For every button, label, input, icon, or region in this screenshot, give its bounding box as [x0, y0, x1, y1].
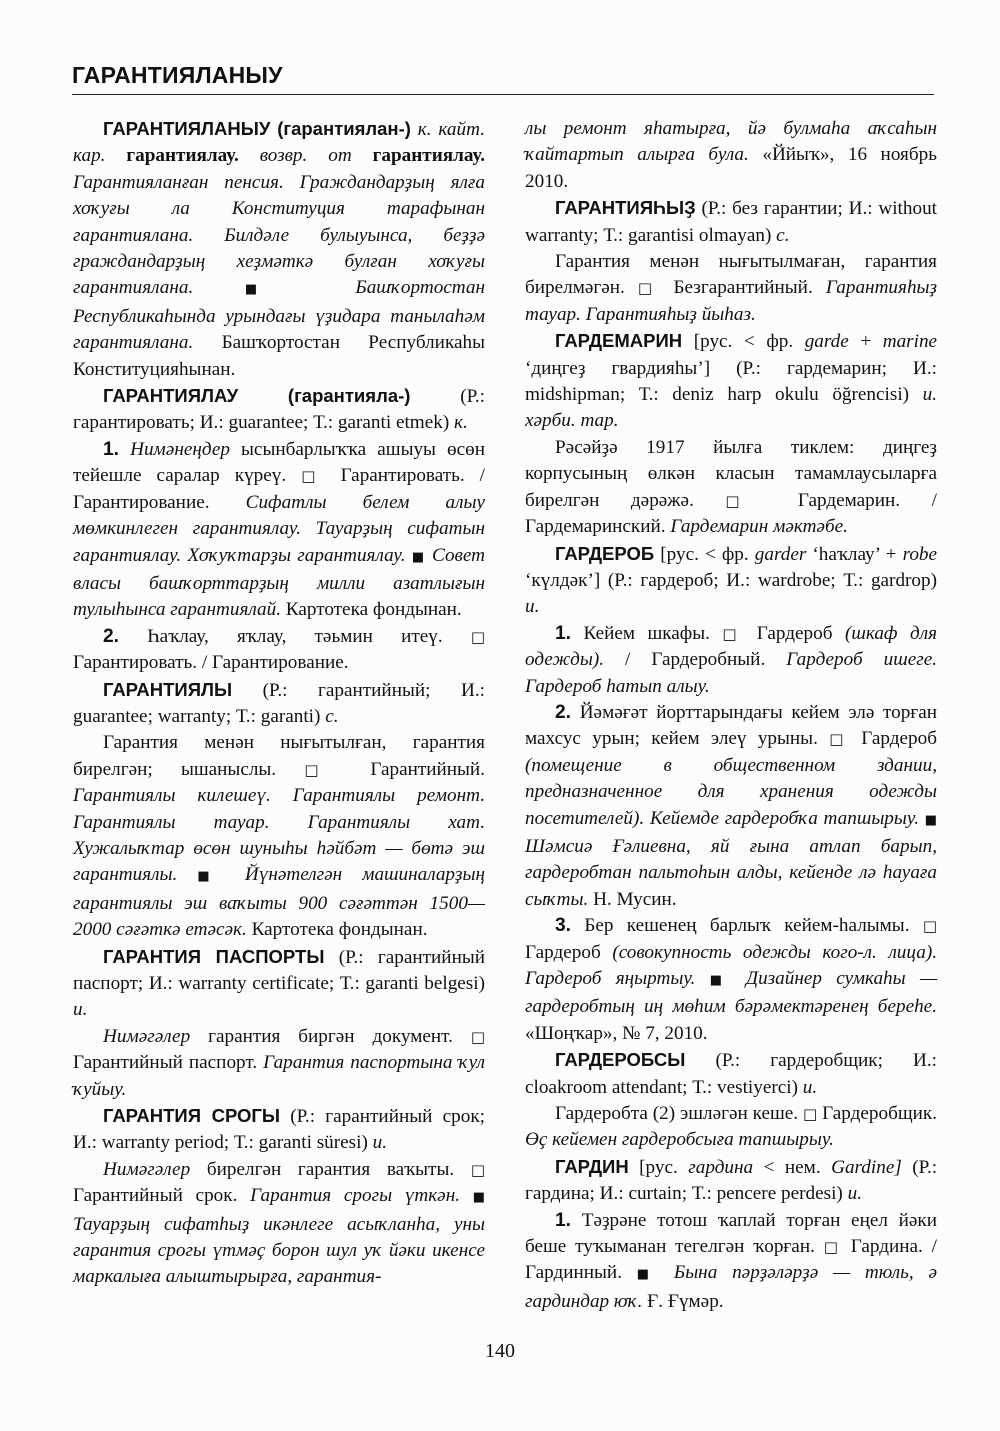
russian-translation: Гарантировать. / Гарантирование. — [73, 465, 485, 513]
right-column — [525, 116, 937, 1315]
equivalents: (Р.: гардемарин; И.: midshipman; Т.: deniz harp okulu öğrencisi) — [525, 357, 938, 406]
less-than-sign: < — [743, 331, 755, 353]
plus-sign: + — [860, 331, 872, 353]
etymology: фр. — [766, 331, 794, 353]
headword: ГАРДИН — [555, 1155, 629, 1177]
definition: Кейем шкафы. — [583, 622, 710, 644]
grammar-label: к. кайт. кар. — [73, 119, 485, 167]
sense-3 — [525, 913, 937, 1047]
black-square-icon: ■ — [244, 282, 304, 298]
source: «Ййыҡ», 16 ноябрь 2010. — [525, 144, 937, 192]
entry-garantiyalau — [73, 383, 485, 437]
examples: Гарантия паспортына ҡул ҡуйыу. — [73, 1052, 485, 1100]
white-square-icon: □ — [722, 624, 745, 643]
pos-label: и. — [525, 596, 540, 618]
russian-note: (совокупность одежды кого-л. лица). — [612, 941, 938, 963]
russian-translation: Гардеробщик. — [822, 1103, 937, 1125]
literary-example: лы ремонт яһатырға, йә булмаһа аҡсаһын ҡайтартып алырға була. — [525, 118, 937, 166]
definition: Тәҙрәне тотош ҡаплай торған еңел йәки беше туҡыманан тегелгән ҡорған. — [525, 1209, 937, 1258]
object-word: Нимәнеңдер — [130, 438, 230, 460]
sense-1 — [525, 621, 937, 700]
white-square-icon: □ — [802, 1105, 818, 1124]
running-header: ГАРАНТИЯЛАНЫУ — [72, 62, 283, 88]
examples: Кейемде гардеробҡа тапшырыу. — [649, 807, 920, 829]
etymon-gloss: ‘күлдәк’] — [525, 569, 601, 591]
source: Н. Мусин. — [593, 888, 677, 910]
examples: Сифатлы белем алыу мөмкинлеген гарантиялау. Тауарҙың сифатын гарантиялау. Хоҡуҡтарҙы гарантиялау. — [73, 491, 485, 566]
pos-label: и. — [802, 1076, 818, 1098]
etymon-gloss: ‘һаҡлау’ — [812, 543, 880, 565]
white-square-icon: □ — [470, 1027, 486, 1046]
etymon: garder — [754, 543, 807, 565]
cross-ref: гарантиялау. — [372, 145, 485, 167]
source: Картотека фондынан. — [285, 599, 462, 621]
definition: Һаҡлау, яҡлау, тәьмин итеү. — [147, 625, 443, 647]
headword: ГАРАНТИЯЛАНЫУ — [103, 118, 271, 139]
sense — [73, 1157, 485, 1291]
sense-number: 2. — [555, 701, 572, 723]
pos-label: и. хәрби. тар. — [525, 384, 938, 432]
headword: ГАРДЕРОБ — [555, 542, 655, 564]
sense — [525, 1101, 937, 1154]
sense-number: 1. — [555, 1209, 572, 1231]
literary-example: Тауарҙың сифатһыҙ икәнлеге асыҡланһа, уны гарантия срогы үтмәҫ борон шул уҡ йәки икенсе маркалыға алыштырырға, гарантия- — [73, 1213, 485, 1288]
russian-note: (шкаф для одежды). — [525, 622, 938, 671]
entry-garderobsy — [525, 1047, 937, 1101]
headword: ГАРАНТИЯ ПАСПОРТЫ — [103, 945, 325, 967]
definition: Гарантия менән нығытылмаған, гарантия бирелмәгән. — [525, 251, 937, 299]
russian-translation: Гарантировать. / Гарантирование. — [73, 652, 349, 674]
definition: бирелгән гарантия ваҡыты. — [206, 1158, 455, 1180]
sense — [525, 435, 937, 541]
entry-garantiyaly — [73, 677, 485, 731]
black-square-icon: ■ — [709, 973, 732, 988]
entry-gardin — [525, 1154, 937, 1208]
russian-translation: Гарантийный. — [370, 758, 485, 780]
etymon: robe — [902, 543, 938, 565]
white-square-icon: □ — [725, 491, 767, 510]
white-square-icon: □ — [470, 1160, 486, 1179]
object-word: Нимәгәлер — [103, 1025, 191, 1047]
left-column — [73, 116, 485, 1291]
headword: ГАРДЕРОБСЫ — [555, 1049, 686, 1071]
russian-translation: Безгарантийный. — [673, 277, 813, 299]
sense-1 — [525, 1208, 937, 1316]
sense-number: 1. — [555, 622, 572, 644]
plus-sign: + — [885, 543, 897, 565]
entry-garantiyahyz — [525, 195, 937, 249]
russian-translation: Гардероб — [525, 941, 601, 963]
examples: Гарантияһыҙ тауар. Гарантияһыҙ йыһаз. — [525, 277, 938, 325]
equivalents: (Р.: гардина; И.: curtain; Т.: pencere perdesi) — [525, 1156, 938, 1205]
literary-example: Дизайнер сумкаһы — гардеробтың иң мөһим бәрәмектәренең береһе. — [525, 968, 938, 1018]
headword: ГАРДЕМАРИН — [555, 330, 683, 352]
black-square-icon: ■ — [924, 812, 937, 828]
source: Ғ. Ғүмәр. — [647, 1290, 724, 1312]
grammar-label: возвр. от — [259, 145, 352, 167]
definition: Гардеробта (2) эшләгән кеше. — [555, 1103, 799, 1125]
etymology: [рус. — [639, 1156, 678, 1178]
russian-translation: Гардероб — [756, 622, 833, 644]
definition: ысынбарлыҡҡа ашыуы өсөн тейешле саралар күреү. — [73, 438, 486, 487]
entry-garantiya-srogy — [73, 1103, 485, 1157]
etymology: нем. — [784, 1156, 821, 1178]
sense-2 — [525, 700, 937, 913]
pos-label: с. — [776, 224, 790, 246]
examples: Гарантияланған пенсия. Граждандарҙың ялға хоҡуғы ла Конституция тарафынан гарантиялана. Билдәле булыуынса, беҙҙә граждандарҙың хеҙмәткә булған хоҡуғы гарантиялана. — [73, 171, 485, 299]
headword: ГАРАНТИЯЛАУ — [103, 385, 239, 407]
headword-form: (гарантиялан-) — [277, 118, 411, 139]
white-square-icon: □ — [637, 279, 661, 298]
black-square-icon: ■ — [197, 869, 225, 885]
black-square-icon: ■ — [472, 1190, 486, 1206]
header-rule — [72, 94, 934, 95]
russian-translation: Гардероб — [861, 728, 937, 750]
equivalents: (Р.: без гарантии; И.: without warranty; Т.: garantisi olmayan) — [525, 198, 938, 246]
literary-example: Совет власы башҡорттарҙың милли азатлығын тулыһынса гарантиялай. — [73, 544, 486, 621]
etymon: Gardine] — [831, 1156, 902, 1178]
examples: Гарантиялы килешеү. Гарантиялы ремонт. Гарантиялы тауар. Гарантиялы хат. Хужалыҡтар өсөн шуныһы һәйбәт — бөтә эш гарантиялы. — [73, 785, 485, 886]
russian-translation: Гардина. / Гардинный. — [525, 1236, 937, 1284]
entry-gardemarin — [525, 328, 937, 435]
source: Картотека фондынан. — [251, 919, 428, 941]
white-square-icon: □ — [829, 730, 850, 749]
sense — [73, 730, 485, 943]
russian-translation: Гарантийный срок. — [73, 1185, 238, 1207]
definition: Бер кешенең барлыҡ кейем-һалымы. — [584, 915, 910, 937]
definition: Йәмәғәт йорттарындағы кейем элә торған махсус урын; кейем элеү урыны. — [525, 701, 938, 750]
headword: ГАРАНТИЯЛЫ — [103, 678, 233, 700]
headword: ГАРАНТИЯҺЫҘ — [555, 197, 696, 219]
equivalents: (Р.: гардероб; И.: wardrobe; Т.: gardrop) — [607, 569, 938, 591]
black-square-icon: ■ — [636, 1267, 660, 1283]
sense-number: 3. — [555, 915, 572, 937]
entry-garantiya-pasporty — [73, 944, 485, 1024]
literary-example: Башҡортостан Республикаһында урындағы үҙидара танылаһәм гарантиялана. — [73, 277, 486, 354]
literary-example: Шәмсиә Ғәлиевна, яй ғына атлап барып, гардеробтан пальтоһын алды, кейенде лә һауаға сыҡты. — [525, 835, 937, 910]
examples: Өҫ кейемен гардеробсыға тапшырыу. — [525, 1129, 834, 1151]
page-number: 140 — [485, 1340, 515, 1362]
pos-label: и. — [847, 1183, 862, 1205]
equivalents: (Р.: гардеробщик; И.: cloakroom attendant; Т.: vestiyerci) — [525, 1050, 937, 1098]
equivalents: (Р.: гарантировать; И.: guarantee; Т.: garanti etmek) — [73, 386, 485, 434]
equivalents: (Р.: гарантийный паспорт; И.: warranty certificate; Т.: garanti belgesi) — [73, 946, 485, 994]
less-than-sign: < — [763, 1156, 775, 1178]
white-square-icon: □ — [922, 917, 938, 936]
cross-ref: гарантиялау. — [126, 145, 239, 167]
source: «Шоңҡар», № 7, 2010. — [525, 1022, 708, 1044]
etymon-gloss: ‘диңгеҙ гвардияһы’] — [525, 357, 711, 379]
equivalents: (Р.: гарантийный срок; И.: warranty period; Т.: garanti süresi) — [73, 1106, 485, 1154]
sense-number: 1. — [103, 438, 120, 460]
literary-example: Йүнәтелгән машиналарҙың гарантиялы эш ваҡыты 900 сәғәттән 1500—2000 сәғәткә етәсәк. — [73, 864, 486, 941]
etymology: [рус. — [660, 543, 699, 565]
examples: Гардероб ишеге. Гардероб һатып алыу. — [525, 649, 938, 697]
white-square-icon: □ — [470, 627, 486, 646]
pos-label: и. — [372, 1132, 388, 1154]
literary-example: Бына пәрҙәләрҙә — тюль, ә гардиндар юҡ. — [525, 1262, 938, 1312]
object-word: Нимәгәлер — [103, 1158, 191, 1180]
less-than-sign: < — [704, 543, 716, 565]
pos-label: и. — [73, 999, 88, 1021]
entry-garderob — [525, 541, 937, 621]
pos-label: с. — [325, 705, 339, 727]
examples: Гардероб яңыртыу. — [525, 968, 696, 989]
definition: Гарантия менән нығытылған, гарантия бирелгән; ышаныслы. — [73, 732, 485, 780]
etymon: гардина — [688, 1156, 754, 1178]
etymology: фр. — [721, 543, 749, 565]
sense-1 — [73, 437, 485, 624]
russian-translation: Гардемарин. / Гардемаринский. — [525, 489, 937, 538]
pos-label: к. — [454, 412, 468, 434]
examples: Гарантия срогы үткән. — [250, 1185, 461, 1207]
definition: Рәсәйҙә 1917 йылға тиклем: диңгеҙ корпусының өлкән класын тамамлаусыларға бирелгән дәрәжә. — [525, 436, 937, 511]
sense-number: 2. — [103, 625, 120, 647]
black-square-icon: ■ — [411, 549, 426, 565]
etymon: garde — [804, 331, 849, 353]
sense — [73, 1024, 485, 1103]
white-square-icon: □ — [823, 1238, 842, 1257]
russian-translation: Гарантийный паспорт. — [73, 1052, 258, 1074]
etymon: marine — [882, 331, 938, 353]
etymology: [рус. — [693, 331, 733, 353]
russian-note: (помещение в общественном здании, предназначенное для хранения одежды посетителей). — [525, 754, 937, 829]
entry-garantiyalanyu — [73, 116, 485, 383]
definition: гарантия биргән документ. — [208, 1025, 453, 1047]
headword: ГАРАНТИЯ СРОГЫ — [103, 1105, 281, 1127]
headword-form: (гарантияла-) — [287, 385, 411, 407]
russian-translation: / Гардеробный. — [625, 649, 766, 671]
white-square-icon: □ — [304, 760, 343, 779]
sense-2 — [73, 624, 485, 677]
white-square-icon: □ — [301, 467, 326, 486]
equivalents: (Р.: гарантийный; И.: guarantee; warranty; Т.: garanti) — [73, 679, 486, 727]
sense — [525, 249, 937, 328]
continued-example — [525, 116, 937, 195]
examples: Гардемарин мәктәбе. — [670, 516, 848, 538]
source: Башҡортостан Республикаһы Конституцияһынан. — [73, 332, 485, 380]
